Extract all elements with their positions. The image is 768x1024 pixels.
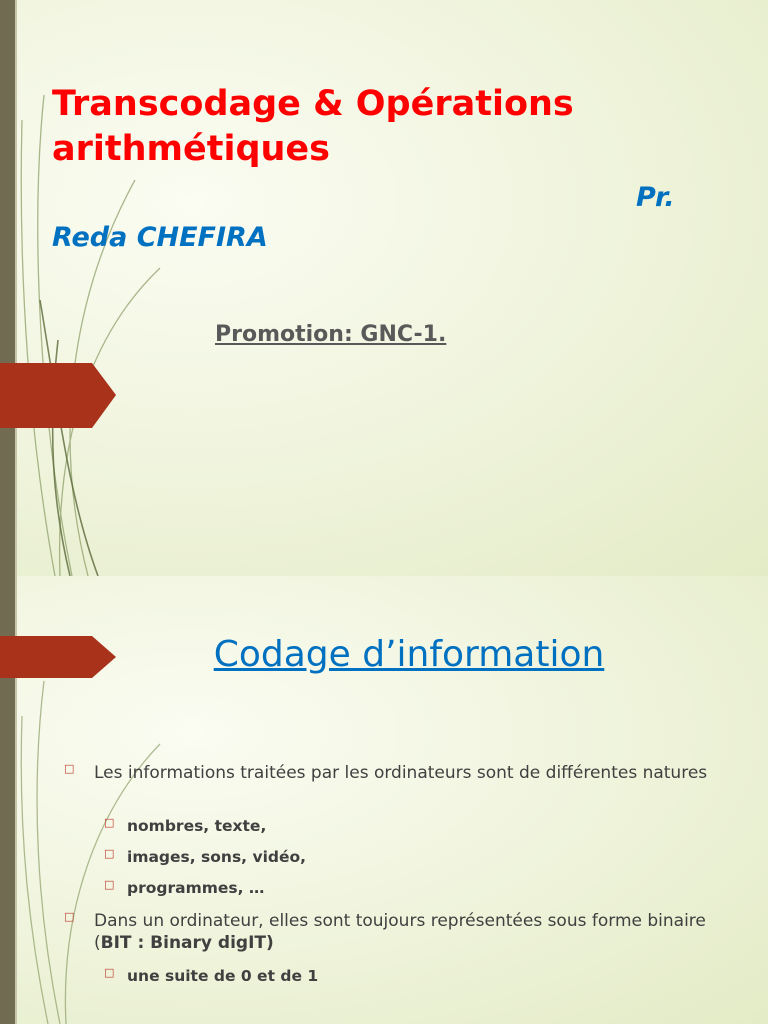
bullet-item: Les informations traitées par les ordinateurs sont de différentes natures bbox=[94, 763, 708, 783]
sub-bullet-item: images, sons, vidéo, bbox=[127, 848, 307, 866]
square-bullet-icon: □ bbox=[64, 762, 75, 775]
square-bullet-icon: □ bbox=[104, 966, 115, 979]
square-bullet-icon: □ bbox=[104, 816, 115, 829]
red-arrow-tab bbox=[0, 363, 118, 428]
presenter-name: Reda CHEFIRA bbox=[52, 222, 268, 253]
presenter-prefix: Pr. bbox=[636, 182, 675, 213]
slide-title: Codage d’information bbox=[213, 634, 605, 675]
promotion-label: Promotion: GNC-1. bbox=[215, 322, 447, 347]
content-slide bbox=[0, 576, 768, 1024]
square-bullet-icon: □ bbox=[104, 878, 115, 891]
bullet-bold-text: BIT : Binary digIT) bbox=[100, 933, 274, 953]
sub-bullet-item: une suite de 0 et de 1 bbox=[127, 967, 319, 985]
bullet-text: Dans un ordinateur, elles sont toujours représentées sous forme binaire ( bbox=[94, 911, 706, 953]
bullet-item bbox=[94, 910, 734, 954]
sub-bullet-item: nombres, texte, bbox=[127, 817, 267, 835]
sub-bullet-item: programmes, … bbox=[127, 879, 265, 897]
square-bullet-icon: □ bbox=[64, 910, 75, 923]
square-bullet-icon: □ bbox=[104, 847, 115, 860]
presentation-title: Transcodage & Opérations arithmétiques bbox=[52, 84, 574, 169]
